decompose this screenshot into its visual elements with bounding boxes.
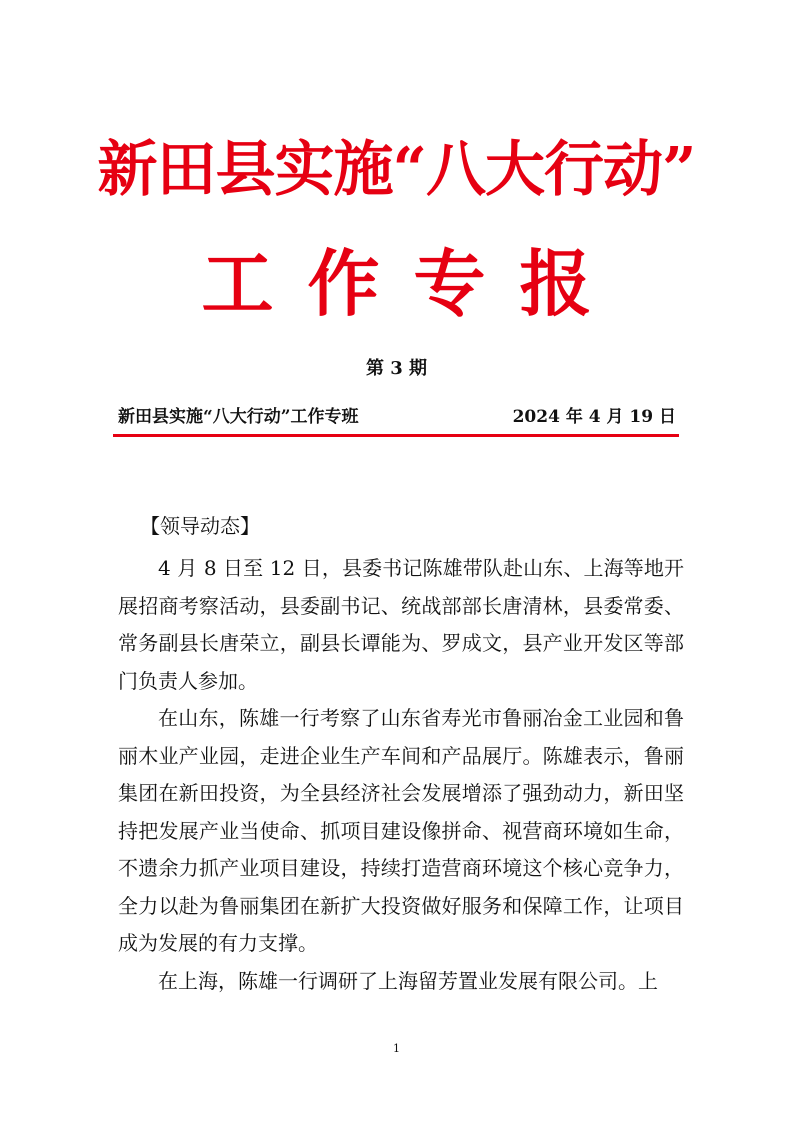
paragraph: 在山东，陈雄一行考察了山东省寿光市鲁丽冶金工业园和鲁丽木业产业园，走进企业生产车间和产品展厅。陈雄表示，鲁丽集团在新田投资，为全县经济社会发展增添了强劲动力，新田坚持把发展产业当使命、抓项目建设像拼命、视营商环境如生命，不遗余力抓产业项目建设，持续打造营商环境这个核心竞争力，全力以赴为鲁丽集团在新扩大投资做好服务和保障工作，让项目成为发展的有力支撑。: [118, 706, 684, 955]
masthead-title: 新田县实施“八大行动”: [97, 135, 696, 205]
issue-date: 2024 年 4 月 19 日: [512, 407, 676, 427]
red-divider: [113, 434, 679, 437]
issuer-name: 新田县实施“八大行动”工作专班: [118, 407, 359, 427]
issuer-date-row: [118, 404, 678, 430]
paragraph: 4 月 8 日至 12 日，县委书记陈雄带队赴山东、上海等地开展招商考察活动，县委副书记、统战部部长唐清林，县委常委、常务副县长唐荣立，副县长谭能为、罗成文，县产业开发区等部门负责人参加。: [118, 556, 684, 693]
issue-number: 第 3 期: [365, 358, 428, 379]
article-body: [118, 550, 684, 1000]
page-number: 1: [393, 1042, 400, 1055]
paragraph: 在上海，陈雄一行调研了上海留芳置业发展有限公司。上: [158, 968, 658, 993]
section-title: 【领导动态】: [140, 514, 260, 538]
masthead-subtitle: 工作专报: [201, 241, 626, 326]
